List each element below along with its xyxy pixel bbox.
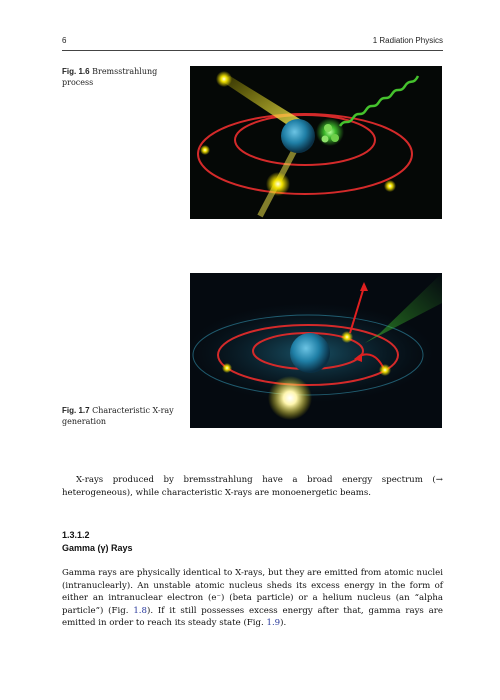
figure-caption-text: Bremsstrahlung process (62, 67, 158, 87)
orbital-electron (341, 331, 353, 343)
photon-emission-glow (316, 118, 344, 146)
paragraph-xray-spectrum: X-rays produced by bremsstrahlung have a broad energy spectrum (→ heterogeneous), while characteristic X-rays are monoenergetic beams. (62, 475, 443, 498)
chapter-title: 1 Radiation Physics (372, 36, 443, 45)
bremsstrahlung-illustration (190, 66, 442, 219)
figure-link[interactable]: 1.8 (133, 605, 147, 616)
paragraph-text: Gamma rays are physically identical to X-rays, but they are emitted from atomic nuclei (intranuclearly). An unstable atomic nucleus sheds its excess energy in the form of either an intranuclear electron (e⁻) (beta particle) or a helium nucleus (an “alpha particle”) (Fig. (62, 568, 443, 616)
section-title: Gamma (γ) Rays (62, 543, 133, 553)
figure-label: Fig. 1.6 (62, 67, 90, 76)
figure-link[interactable]: 1.9 (266, 618, 281, 629)
deflected-electron (266, 172, 290, 196)
section-number: 1.3.1.2 (62, 530, 90, 540)
page-number: 6 (62, 36, 67, 45)
figure-characteristic-xray (190, 273, 442, 428)
paragraph-text: ). If it still possesses excess energy after that, gamma rays are emitted in order to reach its steady state (Fig. (62, 605, 443, 629)
orbital-electron (384, 180, 396, 192)
running-header (62, 36, 443, 48)
atomic-nucleus (290, 333, 330, 373)
figure-label: Fig. 1.7 (62, 406, 90, 415)
figure-bremsstrahlung (190, 66, 442, 219)
orbital-electron (379, 364, 391, 376)
incoming-electron (216, 71, 232, 87)
orbital-electron (200, 145, 210, 155)
paragraph-text: ). (280, 618, 287, 629)
incident-electron-flash (268, 376, 312, 420)
figure-caption-1-7 (62, 405, 177, 427)
paragraph-gamma-rays (62, 567, 443, 630)
figure-caption-1-6 (62, 66, 177, 88)
atomic-nucleus (281, 119, 315, 153)
header-rule (62, 50, 443, 51)
figure-caption-text: Characteristic X-ray generation (62, 406, 174, 426)
characteristic-xray-illustration (190, 273, 442, 428)
orbital-electron (222, 363, 232, 373)
